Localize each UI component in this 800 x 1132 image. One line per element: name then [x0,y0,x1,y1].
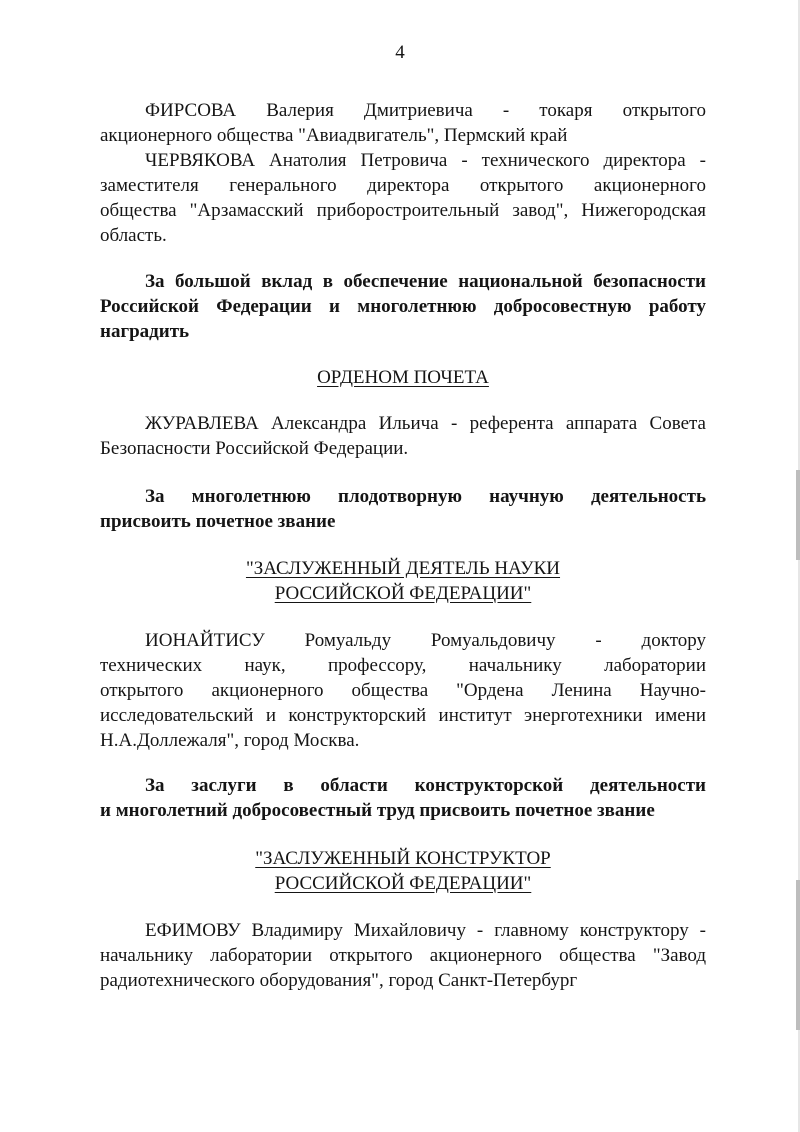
text-line: ЧЕРВЯКОВА Анатолия Петровича - технического директора - [145,150,706,171]
award-name-line: РОССИЙСКОЙ ФЕДЕРАЦИИ" [274,873,532,894]
text-line: исследовательский и конструкторский институт энерготехники имени [100,705,706,726]
text-line: наградить [100,321,190,342]
text-line: и многолетний добросовестный труд присвоить почетное звание [100,800,655,821]
text-line: заместителя генерального директора открытого акционерного [100,175,706,196]
text-line: область. [100,225,167,246]
decree-science [100,484,706,534]
text-line: акционерного общества "Авиадвигатель", Пермский край [100,125,568,146]
paragraph-firsov [100,98,706,148]
paragraph-ionaitis [100,628,706,753]
text-line: общества "Арзамасский приборостроительный завод", Нижегородская [100,200,706,221]
scan-edge-mark [796,470,800,560]
text-line: Безопасности Российской Федерации. [100,438,409,459]
text-line: присвоить почетное звание [100,511,336,532]
text-line: За многолетнюю плодотворную научную деятельность [145,486,706,507]
text-line: Н.А.Доллежаля", город Москва. [100,730,360,751]
text-line: открытого акционерного общества "Ордена Ленина Научно- [100,680,706,701]
text-line: Российской Федерации и многолетнюю добросовестную работу [100,296,706,317]
award-name-line: РОССИЙСКОЙ ФЕДЕРАЦИИ" [274,583,532,604]
award-title-science [100,556,706,606]
award-title-designer [100,846,706,896]
scan-edge-mark [796,880,800,1030]
award-name: ОРДЕНОМ ПОЧЕТА [317,367,489,388]
award-title-order [100,365,706,390]
text-line: радиотехнического оборудования", город Санкт-Петербург [100,970,578,991]
text-line: технических наук, профессору, начальнику лаборатории [100,655,706,676]
page-number: 4 [395,42,405,63]
text-line: ИОНАЙТИСУ Ромуальду Ромуальдовичу - доктору [145,630,706,651]
paragraph-efimov [100,918,706,993]
text-line: ФИРСОВА Валерия Дмитриевича - токаря открытого [145,100,706,121]
decree-design [100,773,706,823]
text-line: ЖУРАВЛЕВА Александра Ильича - референта аппарата Совета [145,413,706,434]
decree-national-security [100,269,706,344]
text-line: ЕФИМОВУ Владимиру Михайловичу - главному конструктору - [145,920,706,941]
text-line: начальнику лаборатории открытого акционерного общества "Завод [100,945,706,966]
award-name-line: "ЗАСЛУЖЕННЫЙ КОНСТРУКТОР [255,848,551,869]
text-line: За большой вклад в обеспечение национальной безопасности [145,271,706,292]
paragraph-chervyakov [100,148,706,248]
text-line: За заслуги в области конструкторской деятельности [145,775,706,796]
award-name-line: "ЗАСЛУЖЕННЫЙ ДЕЯТЕЛЬ НАУКИ [245,558,561,579]
paragraph-zhuravlev [100,411,706,461]
